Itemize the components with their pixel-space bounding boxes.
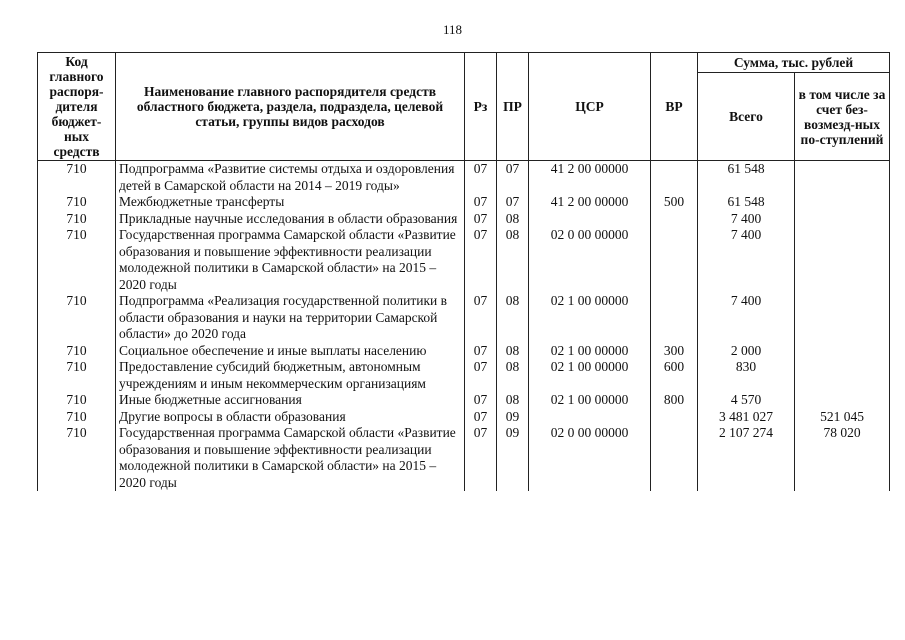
cell-pr: 07 <box>497 194 529 211</box>
cell-csr: 41 2 00 00000 <box>529 194 651 211</box>
cell-vr <box>651 425 698 491</box>
cell-rz: 07 <box>465 409 497 426</box>
table-row <box>38 409 890 426</box>
cell-pr: 07 <box>497 161 529 195</box>
cell-csr <box>529 409 651 426</box>
cell-csr: 02 1 00 00000 <box>529 359 651 392</box>
cell-rz: 07 <box>465 161 497 195</box>
cell-code: 710 <box>38 293 116 343</box>
cell-name: Межбюджетные трансферты <box>116 194 465 211</box>
cell-total: 2 107 274 <box>698 425 795 491</box>
table-body <box>38 161 890 492</box>
cell-vr: 300 <box>651 343 698 360</box>
budget-table <box>37 52 890 491</box>
cell-name: Другие вопросы в области образования <box>116 409 465 426</box>
cell-name: Подпрограмма «Развитие системы отдыха и оздоровления детей в Самарской области на 2014 – 2019 годы» <box>116 161 465 195</box>
cell-name: Прикладные научные исследования в области образования <box>116 211 465 228</box>
cell-rz: 07 <box>465 211 497 228</box>
cell-vr <box>651 161 698 195</box>
cell-total: 7 400 <box>698 293 795 343</box>
cell-csr: 02 1 00 00000 <box>529 343 651 360</box>
cell-csr: 41 2 00 00000 <box>529 161 651 195</box>
header-free: в том числе за счет без-возмезд-ных по-ступлений <box>795 73 890 161</box>
table-row <box>38 194 890 211</box>
cell-name: Подпрограмма «Реализация государственной политики в области образования и науки на территории Самарской области» до 2020 года <box>116 293 465 343</box>
cell-csr: 02 1 00 00000 <box>529 392 651 409</box>
table-row <box>38 211 890 228</box>
cell-total: 61 548 <box>698 161 795 195</box>
cell-total: 7 400 <box>698 211 795 228</box>
cell-total: 830 <box>698 359 795 392</box>
cell-rz: 07 <box>465 227 497 293</box>
table-row <box>38 161 890 195</box>
cell-rz: 07 <box>465 194 497 211</box>
cell-pr: 08 <box>497 343 529 360</box>
cell-csr: 02 0 00 00000 <box>529 425 651 491</box>
cell-name: Государственная программа Самарской области «Развитие образования и повышение эффективности реализации молодежной политики в Самарской области» на 2015 – 2020 годы <box>116 227 465 293</box>
cell-free <box>795 359 890 392</box>
cell-rz: 07 <box>465 392 497 409</box>
cell-csr <box>529 211 651 228</box>
cell-free: 521 045 <box>795 409 890 426</box>
cell-pr: 08 <box>497 227 529 293</box>
cell-pr: 08 <box>497 392 529 409</box>
cell-rz: 07 <box>465 293 497 343</box>
cell-pr: 08 <box>497 211 529 228</box>
cell-free <box>795 293 890 343</box>
cell-code: 710 <box>38 161 116 195</box>
header-total: Всего <box>698 73 795 161</box>
cell-csr: 02 0 00 00000 <box>529 227 651 293</box>
header-pr: ПР <box>497 53 529 161</box>
cell-total: 7 400 <box>698 227 795 293</box>
table-row <box>38 392 890 409</box>
header-rz: Рз <box>465 53 497 161</box>
cell-free <box>795 161 890 195</box>
cell-free: 78 020 <box>795 425 890 491</box>
cell-total: 61 548 <box>698 194 795 211</box>
cell-rz: 07 <box>465 359 497 392</box>
cell-name: Социальное обеспечение и иные выплаты населению <box>116 343 465 360</box>
cell-code: 710 <box>38 425 116 491</box>
cell-free <box>795 194 890 211</box>
cell-code: 710 <box>38 194 116 211</box>
cell-vr <box>651 227 698 293</box>
cell-name: Иные бюджетные ассигнования <box>116 392 465 409</box>
cell-code: 710 <box>38 359 116 392</box>
cell-free <box>795 343 890 360</box>
table-row <box>38 425 890 491</box>
cell-code: 710 <box>38 227 116 293</box>
cell-vr: 800 <box>651 392 698 409</box>
header-code: Код главного распоря-дителя бюджет-ных средств <box>38 53 116 161</box>
cell-name: Государственная программа Самарской области «Развитие образования и повышение эффективности реализации молодежной политики в Самарской области» на 2015 – 2020 годы <box>116 425 465 491</box>
cell-vr: 600 <box>651 359 698 392</box>
cell-vr <box>651 409 698 426</box>
cell-code: 710 <box>38 211 116 228</box>
cell-free <box>795 392 890 409</box>
cell-rz: 07 <box>465 343 497 360</box>
table-row <box>38 359 890 392</box>
header-sum-group: Сумма, тыс. рублей <box>698 53 890 73</box>
cell-name: Предоставление субсидий бюджетным, автономным учреждениям и иным некоммерческим организациям <box>116 359 465 392</box>
table-row <box>38 343 890 360</box>
cell-vr <box>651 211 698 228</box>
cell-code: 710 <box>38 392 116 409</box>
cell-total: 3 481 027 <box>698 409 795 426</box>
cell-pr: 08 <box>497 293 529 343</box>
cell-pr: 09 <box>497 409 529 426</box>
table-row <box>38 227 890 293</box>
header-csr: ЦСР <box>529 53 651 161</box>
cell-vr: 500 <box>651 194 698 211</box>
cell-rz: 07 <box>465 425 497 491</box>
cell-free <box>795 211 890 228</box>
cell-total: 4 570 <box>698 392 795 409</box>
header-name: Наименование главного распорядителя средств областного бюджета, раздела, подраздела, целевой статьи, группы видов расходов <box>116 53 465 161</box>
cell-vr <box>651 293 698 343</box>
table-row <box>38 293 890 343</box>
cell-free <box>795 227 890 293</box>
cell-code: 710 <box>38 343 116 360</box>
page-number: 118 <box>442 22 463 37</box>
header-vr: ВР <box>651 53 698 161</box>
cell-csr: 02 1 00 00000 <box>529 293 651 343</box>
cell-code: 710 <box>38 409 116 426</box>
cell-pr: 09 <box>497 425 529 491</box>
cell-pr: 08 <box>497 359 529 392</box>
cell-total: 2 000 <box>698 343 795 360</box>
